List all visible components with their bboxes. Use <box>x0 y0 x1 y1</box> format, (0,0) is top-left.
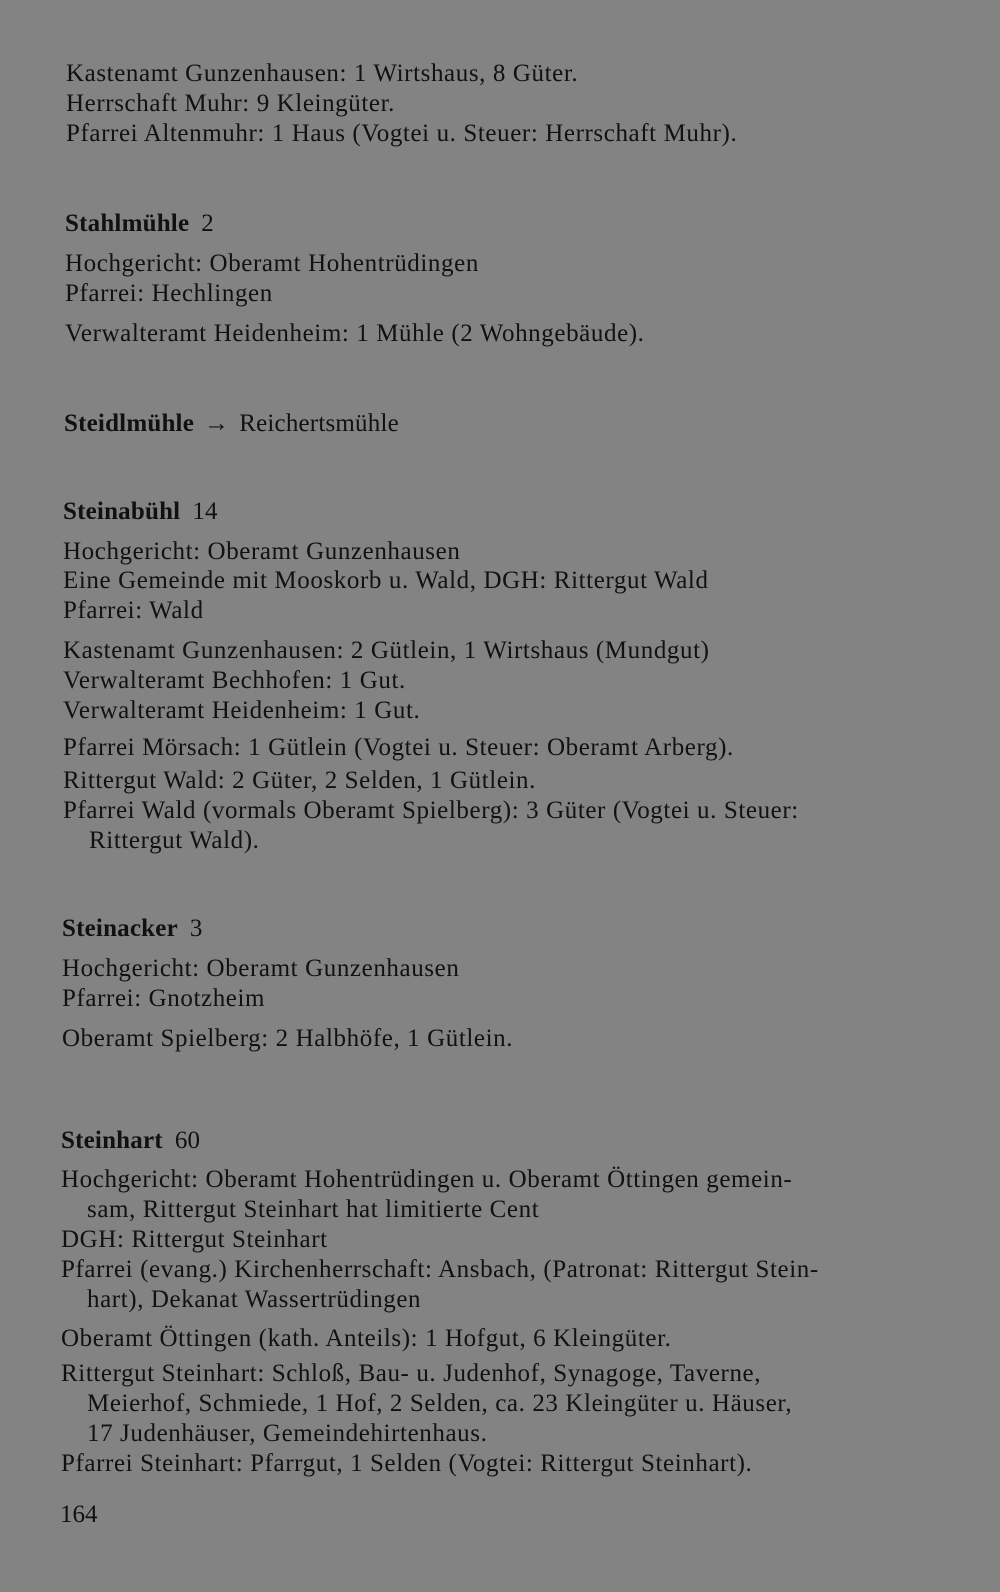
text-line: Pfarrei: Hechlingen <box>65 280 273 307</box>
text-line: DGH: Rittergut Steinhart <box>61 1226 328 1253</box>
text-line: Rittergut Wald). <box>89 827 260 854</box>
entry-number: 60 <box>174 1127 201 1154</box>
entry-heading-stahlmuehle <box>65 209 214 239</box>
text-line: Pfarrei Altenmuhr: 1 Haus (Vogtei u. Steuer: Herrschaft Muhr). <box>66 120 738 147</box>
text-line: Oberamt Spielberg: 2 Halbhöfe, 1 Gütlein. <box>62 1025 514 1052</box>
text-line: Hochgericht: Oberamt Gunzenhausen <box>63 538 461 565</box>
entry-name: Steidlmühle <box>64 410 194 437</box>
entry-heading-steinacker <box>62 914 203 944</box>
text-line: Eine Gemeinde mit Mooskorb u. Wald, DGH: Rittergut Wald <box>63 567 709 594</box>
text-line: Meierhof, Schmiede, 1 Hof, 2 Selden, ca. 23 Kleingüter u. Häuser, <box>87 1390 793 1417</box>
entry-heading-steidlmuehle <box>64 409 399 439</box>
text-line: 17 Judenhäuser, Gemeindehirtenhaus. <box>87 1420 488 1447</box>
entry-heading-steinabuehl <box>63 497 218 527</box>
text-line: Pfarrei Wald (vormals Oberamt Spielberg): 3 Güter (Vogtei u. Steuer: <box>63 797 799 824</box>
entry-name: Stahlmühle <box>65 210 190 237</box>
text-line: Pfarrei Mörsach: 1 Gütlein (Vogtei u. Steuer: Oberamt Arberg). <box>63 734 734 761</box>
text-line: Hochgericht: Oberamt Hohentrüdingen u. Oberamt Öttingen gemein- <box>61 1166 793 1193</box>
text-line: Pfarrei Steinhart: Pfarrgut, 1 Selden (Vogtei: Rittergut Steinhart). <box>61 1450 753 1477</box>
page-number: 164 <box>60 1501 98 1528</box>
text-line: Oberamt Öttingen (kath. Anteils): 1 Hofgut, 6 Kleingüter. <box>61 1325 672 1352</box>
entry-number: 14 <box>192 498 218 525</box>
entry-name: Steinhart <box>61 1127 163 1154</box>
entry-number: 3 <box>189 915 203 942</box>
text-line: hart), Dekanat Wassertrüdingen <box>87 1286 422 1313</box>
text-line: Rittergut Steinhart: Schloß, Bau- u. Judenhof, Synagoge, Taverne, <box>61 1360 762 1387</box>
text-line: Kastenamt Gunzenhausen: 1 Wirtshaus, 8 Güter. <box>66 60 579 87</box>
cross-reference: Reichertsmühle <box>239 410 399 437</box>
entry-name: Steinabühl <box>63 498 181 525</box>
text-line: sam, Rittergut Steinhart hat limitierte Cent <box>87 1196 540 1223</box>
text-line: Hochgericht: Oberamt Gunzenhausen <box>62 955 460 982</box>
text-line: Rittergut Wald: 2 Güter, 2 Selden, 1 Gütlein. <box>63 767 537 794</box>
text-line: Verwalteramt Heidenheim: 1 Gut. <box>63 697 421 724</box>
text-line: Verwalteramt Bechhofen: 1 Gut. <box>63 667 406 694</box>
entry-name: Steinacker <box>62 915 178 942</box>
text-line: Verwalteramt Heidenheim: 1 Mühle (2 Wohngebäude). <box>65 320 645 347</box>
text-line: Pfarrei: Wald <box>63 597 204 624</box>
arrow-right-icon: → <box>204 410 230 437</box>
entry-heading-steinhart <box>61 1126 200 1156</box>
entry-number: 2 <box>201 210 214 237</box>
text-line: Pfarrei: Gnotzheim <box>62 985 266 1012</box>
text-line: Pfarrei (evang.) Kirchenherrschaft: Ansbach, (Patronat: Rittergut Stein- <box>61 1256 819 1283</box>
text-line: Herrschaft Muhr: 9 Kleingüter. <box>66 90 396 117</box>
text-line: Hochgericht: Oberamt Hohentrüdingen <box>65 250 479 277</box>
text-line: Kastenamt Gunzenhausen: 2 Gütlein, 1 Wirtshaus (Mundgut) <box>63 637 710 664</box>
